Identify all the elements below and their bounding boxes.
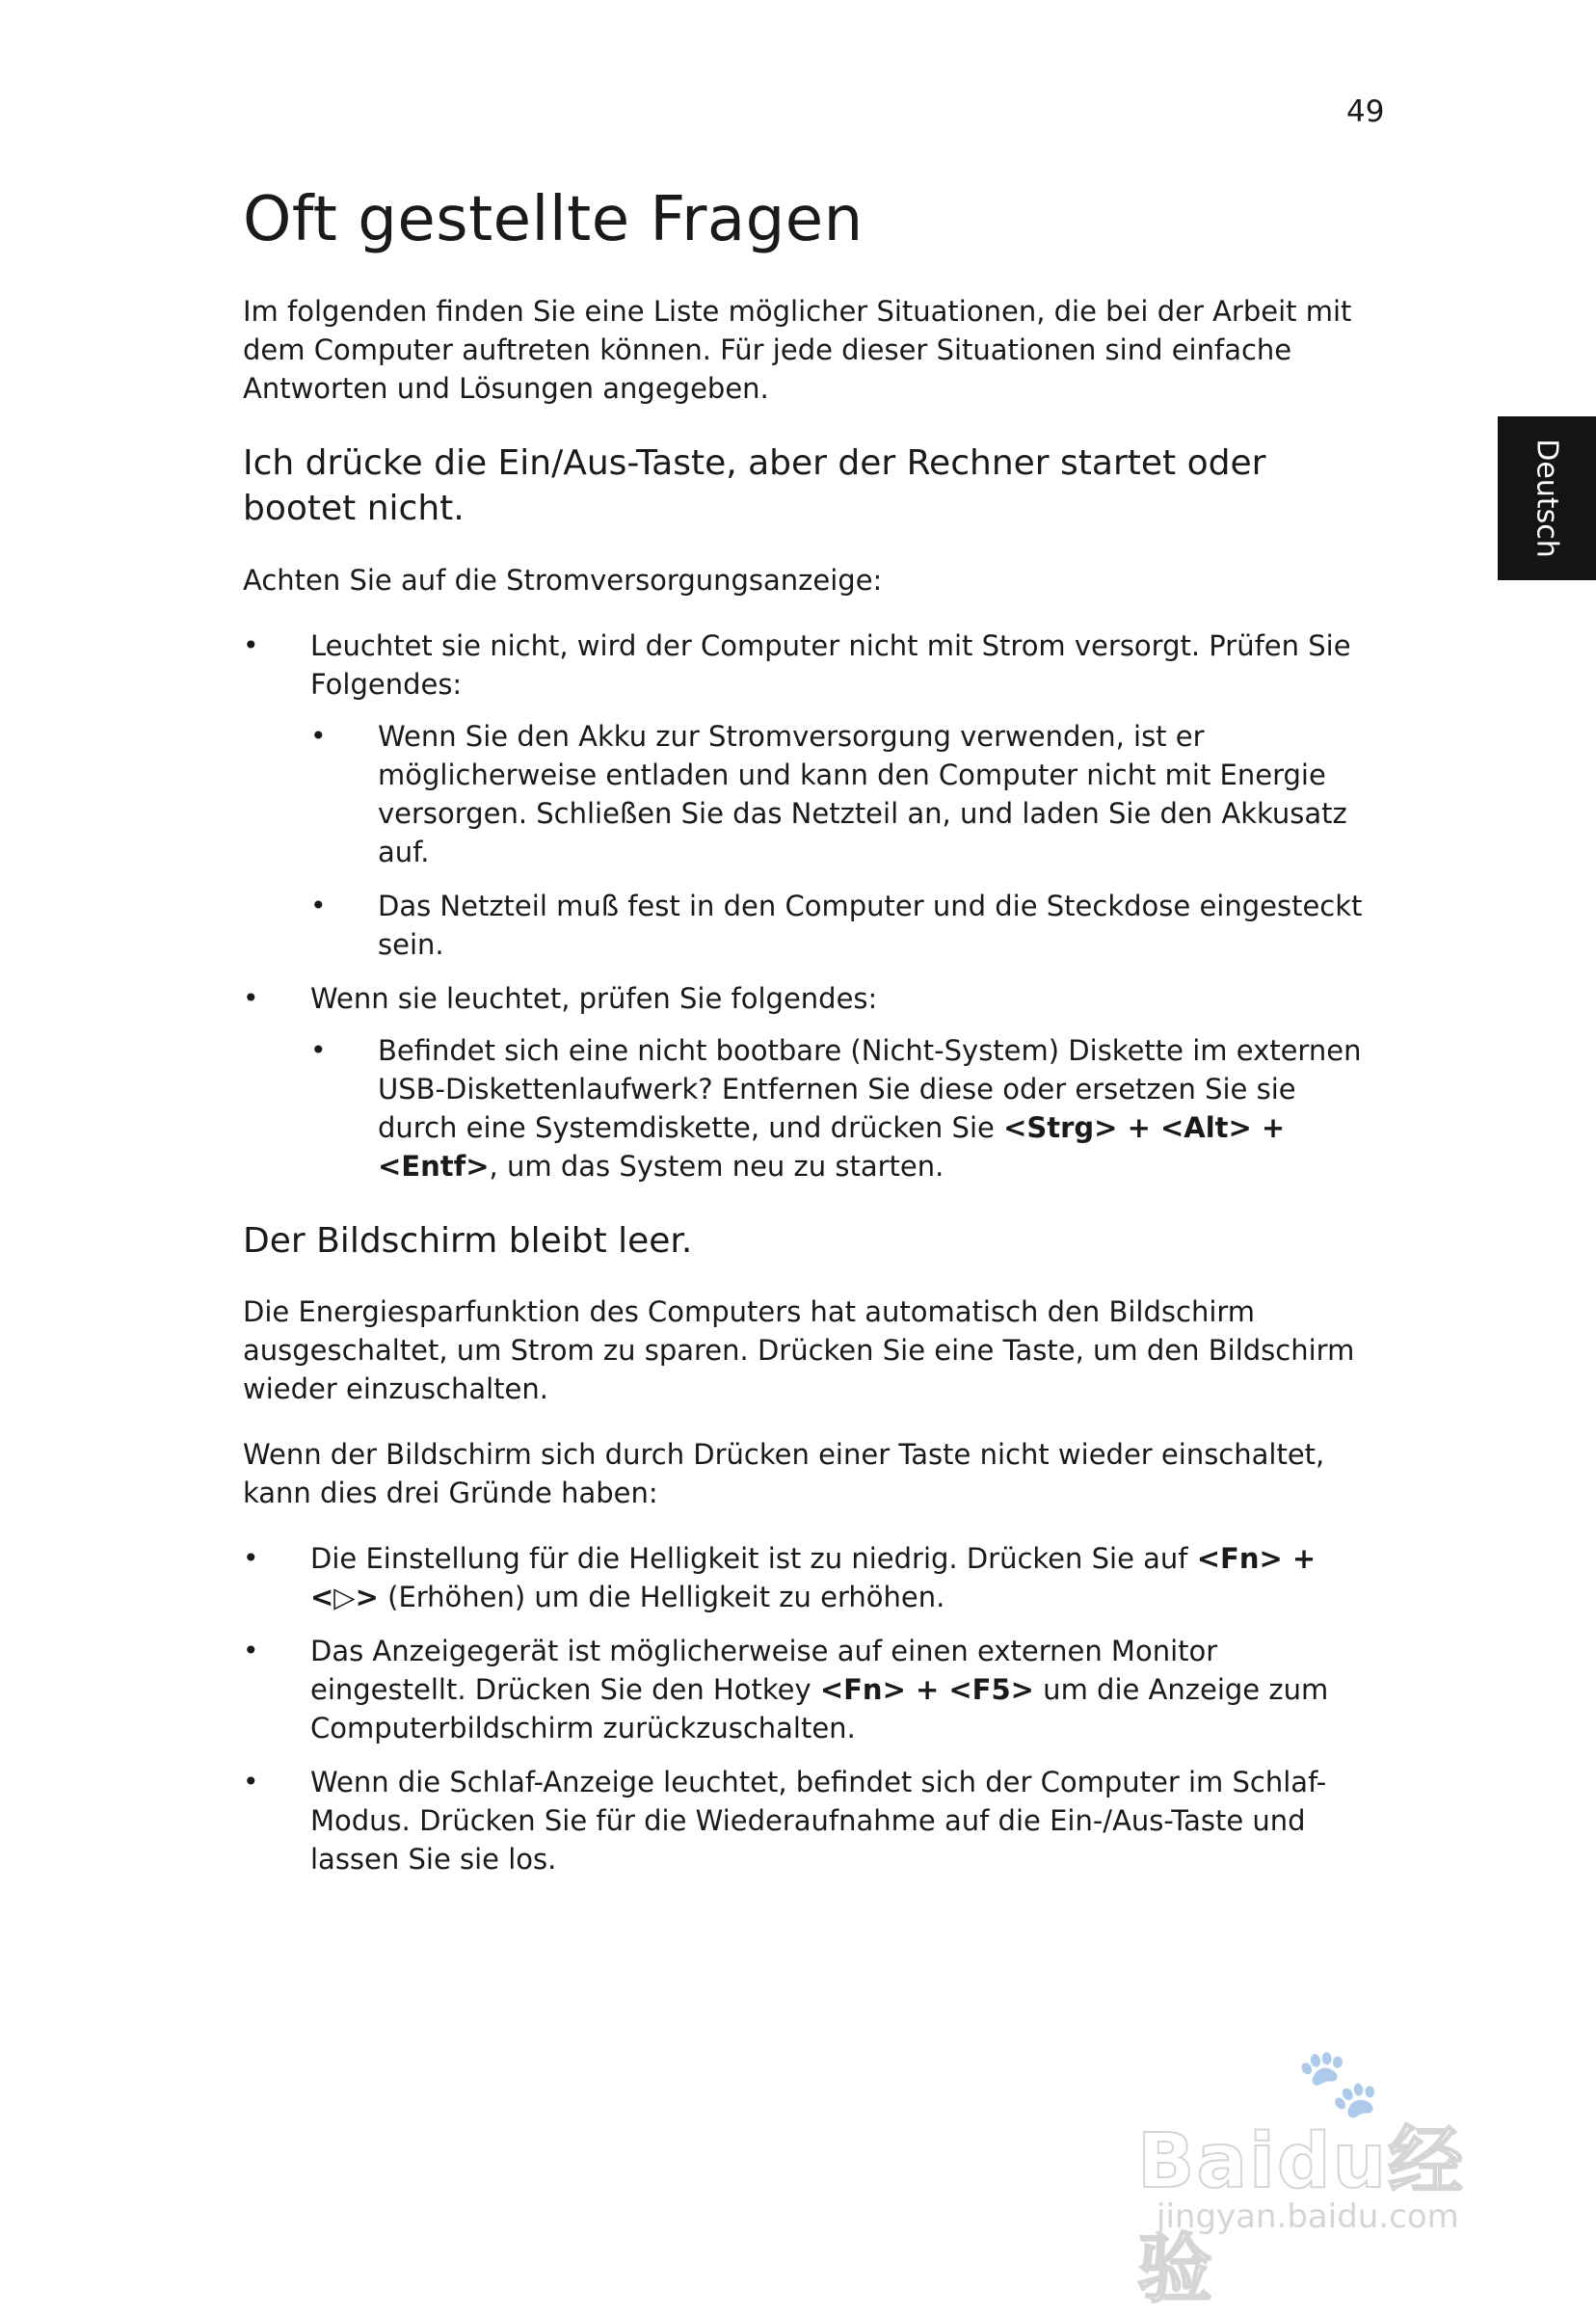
list-item bbox=[243, 1763, 1380, 1878]
bullet-list bbox=[243, 1539, 1380, 1878]
section-heading: Ich drücke die Ein/Aus-Taste, aber der Rechner startet oder bootet nicht. bbox=[243, 442, 1266, 529]
section-lead: Achten Sie auf die Stromversorgungsanzeige: bbox=[243, 563, 883, 597]
list-item bbox=[310, 717, 1380, 871]
language-tab-label: Deutsch bbox=[1530, 439, 1564, 558]
list-item-text: Die Einstellung für die Helligkeit ist zu niedrig. Drücken Sie auf bbox=[310, 1542, 1197, 1576]
key-combo: <Fn> + <▷> bbox=[310, 1542, 1317, 1614]
list-item bbox=[310, 1031, 1380, 1185]
list-item bbox=[310, 887, 1380, 964]
bullet-icon: • bbox=[243, 1542, 259, 1575]
watermark-site: jingyan.baidu.com bbox=[1157, 2197, 1459, 2236]
bullet-icon: • bbox=[243, 1635, 259, 1667]
list-item bbox=[243, 1632, 1380, 1747]
list-item bbox=[243, 626, 1380, 964]
language-tab bbox=[1498, 416, 1596, 580]
key-combo: <Fn> + <F5> bbox=[819, 1673, 1034, 1707]
list-item-text: (Erhöhen) um die Helligkeit zu erhöhen. bbox=[378, 1581, 945, 1614]
bullet-icon: • bbox=[243, 628, 259, 661]
list-item-text: Das Anzeigegerät ist möglicherweise auf einen externen Monitor eingestellt. Drücken Sie den Hotkey bbox=[310, 1635, 1218, 1707]
section-screen bbox=[243, 1218, 1380, 1879]
list-item-text: um die Anzeige zum Computerbildschirm zurückzuschalten. bbox=[310, 1673, 1329, 1745]
list-item-text: Leuchtet sie nicht, wird der Computer nicht mit Strom versorgt. Prüfen Sie Folgendes: bbox=[310, 628, 1351, 701]
bullet-icon: • bbox=[310, 1033, 327, 1066]
key-combo: <Strg> + <Alt> + <Entf> bbox=[378, 1110, 1286, 1183]
baidu-watermark bbox=[1118, 2043, 1503, 2313]
paragraph: Die Energiesparfunktion des Computers hat automatisch den Bildschirm ausgeschaltet, um Strom zu sparen. Drücken Sie eine Taste, um den Bildschirm wieder einzuschalten. bbox=[243, 1295, 1355, 1406]
intro-paragraph: Im folgenden finden Sie eine Liste möglicher Situationen, die bei der Arbeit mit dem Computer auftreten können. Für jede dieser Situationen sind einfache Antworten und Lösungen angegeben. bbox=[243, 294, 1352, 405]
page-title: Oft gestellte Fragen bbox=[243, 184, 864, 255]
section-heading: Der Bildschirm bleibt leer. bbox=[243, 1220, 693, 1261]
watermark-brand: Baidu经验 bbox=[1137, 2118, 1466, 2313]
paragraph: Wenn der Bildschirm sich durch Drücken einer Taste nicht wieder einschaltet, kann dies drei Gründe haben: bbox=[243, 1438, 1325, 1510]
list-item-text: , um das System neu zu starten. bbox=[489, 1149, 944, 1183]
section-power bbox=[243, 440, 1380, 1185]
list-item-text: Befindet sich eine nicht bootbare (Nicht-System) Diskette im externen USB-Diskettenlaufwerk? Entfernen Sie diese oder ersetzen Sie sie durch eine Systemdiskette, und drücken Sie bbox=[378, 1033, 1362, 1144]
list-item-text: Wenn Sie den Akku zur Stromversorgung verwenden, ist er möglicherweise entladen und kann den Computer nicht mit Energie versorgen. Schließen Sie das Netzteil an, und laden Sie den Akkusatz auf. bbox=[378, 719, 1347, 868]
sub-bullet-list bbox=[310, 1031, 1380, 1185]
list-item-text: Das Netzteil muß fest in den Computer und die Steckdose eingesteckt sein. bbox=[378, 889, 1363, 961]
paw-icon: 🐾 bbox=[1296, 2043, 1381, 2122]
document-body bbox=[243, 183, 1380, 1894]
list-item-text: Wenn sie leuchtet, prüfen Sie folgendes: bbox=[310, 981, 878, 1015]
bullet-icon: • bbox=[243, 1766, 259, 1798]
bullet-list bbox=[243, 626, 1380, 1185]
bullet-icon: • bbox=[310, 719, 327, 752]
bullet-icon: • bbox=[243, 981, 259, 1014]
sub-bullet-list bbox=[310, 717, 1380, 964]
list-item bbox=[243, 1539, 1380, 1616]
list-item-text: Wenn die Schlaf-Anzeige leuchtet, befindet sich der Computer im Schlaf-Modus. Drücken Sie für die Wiederaufnahme auf die Ein-/Aus-Taste und lassen Sie sie los. bbox=[310, 1766, 1327, 1877]
list-item bbox=[243, 979, 1380, 1185]
bullet-icon: • bbox=[310, 889, 327, 921]
page-number: 49 bbox=[1346, 94, 1385, 129]
